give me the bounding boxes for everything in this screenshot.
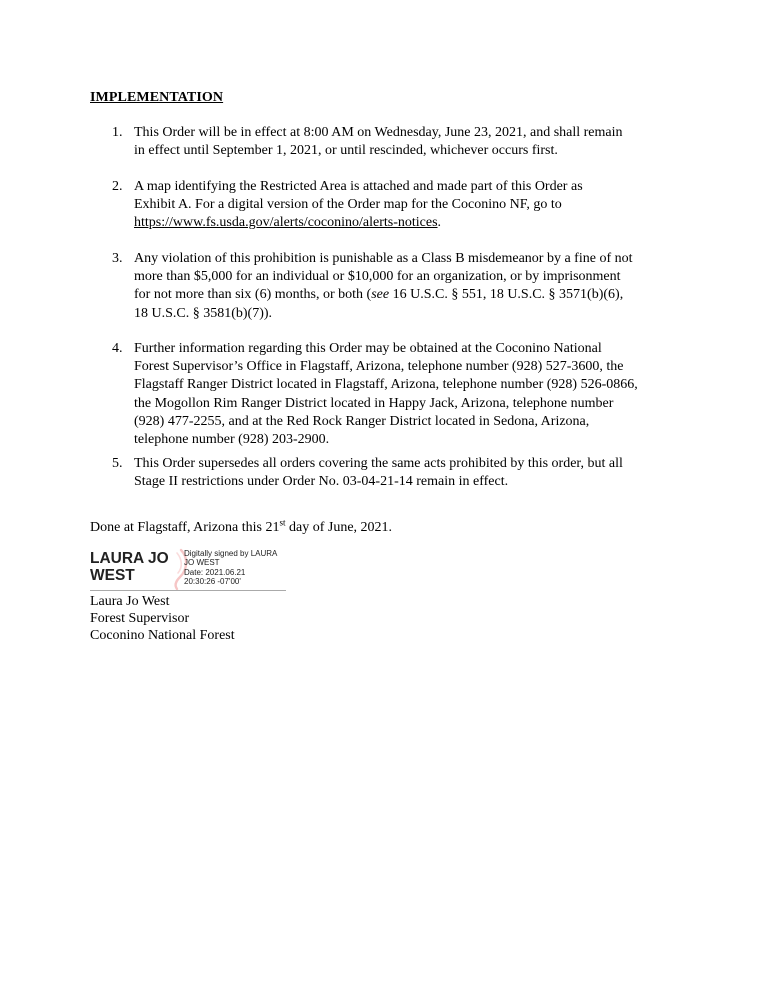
item-line: Any violation of this prohibition is punishable as a Class B misdemeanor by a fine of not: [134, 251, 633, 266]
signer-title: Forest Supervisor: [90, 611, 190, 627]
item-text: [134, 455, 682, 491]
item-line: (928) 477-2255, and at the Red Rock Ranger District located in Sedona, Arizona,: [134, 413, 590, 429]
done-at-statement: [90, 517, 393, 536]
item-line: telephone number (928) 203-2900.: [134, 432, 330, 448]
alerts-notices-link[interactable]: https://www.fs.usda.gov/alerts/coconino/alerts-notices: [134, 215, 438, 231]
item-number: 5.: [112, 456, 123, 471]
section-heading: IMPLEMENTATION: [90, 90, 224, 105]
done-text-end: day of June, 2021.: [285, 520, 393, 535]
signature-detail-line: Date: 2021.06.21: [184, 567, 246, 577]
item-line: Stage II restrictions under Order No. 03-04-21-14 remain in effect.: [134, 474, 509, 490]
item-text: [134, 250, 682, 323]
item-line: [134, 214, 682, 232]
item-line: This Order supersedes all orders covering the same acts prohibited by this order, but all: [134, 456, 623, 471]
list-item: [112, 340, 682, 449]
item-number: 1.: [112, 125, 123, 140]
item-line: Forest Supervisor’s Office in Flagstaff, Arizona, telephone number (928) 527-3600, the: [134, 359, 624, 375]
item-line: the Mogollon Rim Ranger District located in Happy Jack, Arizona, telephone number: [134, 395, 614, 411]
list-item: [112, 124, 682, 160]
signer-org: Coconino National Forest: [90, 628, 235, 644]
signature-name: [90, 550, 174, 584]
item-line: in effect until September 1, 2021, or until rescinded, whichever occurs first.: [134, 143, 558, 159]
italic-see: see: [371, 287, 390, 303]
item-line: A map identifying the Restricted Area is attached and made part of this Order as: [134, 179, 583, 194]
item-line: Exhibit A. For a digital version of the Order map for the Coconino NF, go to: [134, 197, 562, 213]
list-item: [112, 178, 682, 233]
item-line: This Order will be in effect at 8:00 AM on Wednesday, June 23, 2021, and shall remain: [134, 125, 623, 140]
signature-detail-line: JO WEST: [184, 558, 220, 568]
signature-rule: [90, 590, 286, 591]
line-segment: for not more than six (6) months, or both (: [134, 287, 372, 303]
item-text: [134, 124, 682, 160]
done-text: Done at Flagstaff, Arizona this 21: [90, 520, 280, 535]
item-line: Flagstaff Ranger District located in Flagstaff, Arizona, telephone number (928) 526-0866,: [134, 377, 638, 393]
signature-detail-line: Digitally signed by LAURA: [184, 549, 278, 558]
item-line: 18 U.S.C. § 3581(b)(7)).: [134, 305, 273, 321]
item-line: [134, 286, 682, 304]
signer-block: [90, 593, 235, 645]
item-number: 4.: [112, 341, 123, 356]
list-item: [112, 250, 682, 323]
signer-name: Laura Jo West: [90, 594, 170, 609]
ordinal-suffix: st: [279, 517, 286, 528]
item-line: more than $5,000 for an individual or $10,000 for an organization, or by imprisonment: [134, 269, 621, 285]
item-line: Further information regarding this Order may be obtained at the Coconino National: [134, 341, 602, 356]
line-segment: 16 U.S.C. § 551, 18 U.S.C. § 3571(b)(6),: [389, 287, 624, 303]
item-number: 2.: [112, 179, 123, 194]
digital-signature[interactable]: [90, 547, 286, 593]
signature-name-line: LAURA JO: [90, 550, 169, 567]
item-number: 3.: [112, 251, 123, 266]
list-item: [112, 455, 682, 491]
link-tail: .: [437, 215, 442, 231]
signature-name-line: WEST: [90, 567, 135, 584]
item-text: [134, 340, 682, 449]
item-text: [134, 178, 682, 233]
signature-detail-line: 20:30:26 -07'00': [184, 577, 241, 587]
signature-details: [184, 549, 277, 587]
